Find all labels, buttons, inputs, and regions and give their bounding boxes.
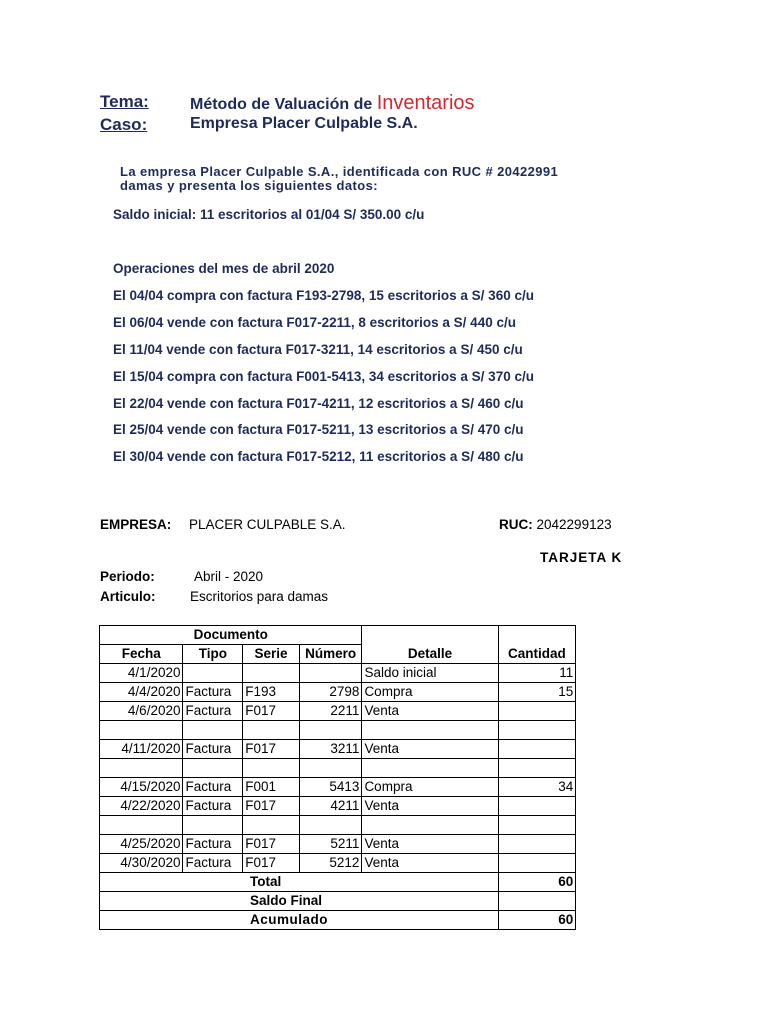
detalle-cell: Venta xyxy=(362,796,498,815)
tipo-cell: Factura xyxy=(183,682,243,701)
serie-cell: F017 xyxy=(243,796,299,815)
serie-cell: F017 xyxy=(243,739,299,758)
cantidad-cell xyxy=(498,815,576,834)
tipo-cell: Factura xyxy=(183,796,243,815)
serie-cell: F001 xyxy=(243,777,299,796)
articulo-row xyxy=(100,589,328,604)
saldo-final-row xyxy=(100,891,622,910)
fecha-cell xyxy=(100,758,183,777)
cantidad-cell xyxy=(498,720,576,739)
tipo-cell: Factura xyxy=(183,777,243,796)
table-row xyxy=(100,701,622,720)
articulo-value: Escritorios para damas xyxy=(190,589,329,604)
detalle-header: Detalle xyxy=(362,644,498,663)
fecha-cell: 4/4/2020 xyxy=(100,682,183,701)
numero-header: Número xyxy=(299,644,362,663)
ruc-label: RUC: xyxy=(499,517,533,532)
total-cantidad: 60 xyxy=(498,872,576,891)
cantidad-cell: 11 xyxy=(498,663,576,682)
detalle-header-top xyxy=(362,626,498,645)
table-row xyxy=(100,777,622,796)
operacion-line: El 11/04 vende con factura F017-3211, 14 escritorios a S/ 450 c/u xyxy=(113,342,523,357)
ruc-row xyxy=(499,517,612,532)
serie-cell xyxy=(243,720,299,739)
tema-label: Tema: xyxy=(100,92,149,111)
detalle-cell: Compra xyxy=(362,682,498,701)
fecha-cell: 4/25/2020 xyxy=(100,834,183,853)
empresa-row xyxy=(100,517,346,532)
tipo-cell xyxy=(183,758,243,777)
cantidad-header-top xyxy=(498,626,576,645)
tipo-cell xyxy=(183,720,243,739)
cantidad-cell xyxy=(498,834,576,853)
operacion-line: El 30/04 vende con factura F017-5212, 11 escritorios a S/ 480 c/u xyxy=(113,449,524,464)
serie-cell: F193 xyxy=(243,682,299,701)
operacion-line: El 15/04 compra con factura F001-5413, 34 escritorios a S/ 370 c/u xyxy=(113,369,534,384)
cantidad-cell xyxy=(498,853,576,872)
acumulado-cantidad: 60 xyxy=(498,910,576,929)
intro-line: damas y presenta los siguientes datos: xyxy=(120,178,378,193)
serie-cell: F017 xyxy=(243,834,299,853)
acumulado-label: Acumulado xyxy=(100,910,499,929)
numero-cell: 5211 xyxy=(299,834,362,853)
detalle-cell: Venta xyxy=(362,834,498,853)
saldo-inicial: Saldo inicial: 11 escritorios al 01/04 S/ 350.00 c/u xyxy=(113,207,425,222)
numero-cell xyxy=(299,720,362,739)
serie-header: Serie xyxy=(243,644,299,663)
documento-header: Documento xyxy=(100,626,362,645)
periodo-row xyxy=(100,569,263,584)
detalle-cell: Saldo inicial xyxy=(362,663,498,682)
fecha-header: Fecha xyxy=(100,644,183,663)
tipo-cell xyxy=(183,663,243,682)
operacion-line: El 04/04 compra con factura F193-2798, 15 escritorios a S/ 360 c/u xyxy=(113,288,534,303)
total-row xyxy=(100,872,622,891)
table-row xyxy=(100,834,622,853)
header-row-1 xyxy=(100,626,622,645)
table-row xyxy=(100,682,622,701)
numero-cell: 5212 xyxy=(299,853,362,872)
serie-cell xyxy=(243,815,299,834)
serie-cell xyxy=(243,758,299,777)
fecha-cell xyxy=(100,720,183,739)
periodo-value: Abril - 2020 xyxy=(194,569,264,584)
empresa-label: EMPRESA: xyxy=(100,517,172,532)
operacion-line: El 06/04 vende con factura F017-2211, 8 escritorios a S/ 440 c/u xyxy=(113,315,516,330)
periodo-label: Periodo: xyxy=(100,569,155,584)
total-label: Total xyxy=(100,872,499,891)
cantidad-header: Cantidad xyxy=(498,644,576,663)
saldo-final-label: Saldo Final xyxy=(100,891,499,910)
numero-cell xyxy=(299,815,362,834)
intro-paragraph xyxy=(120,165,558,193)
table-row xyxy=(100,663,622,682)
numero-cell: 2211 xyxy=(299,701,362,720)
acumulado-row xyxy=(100,910,622,929)
detalle-cell: Venta xyxy=(362,701,498,720)
numero-cell: 2798 xyxy=(299,682,362,701)
fecha-cell: 4/1/2020 xyxy=(100,663,183,682)
numero-cell xyxy=(299,758,362,777)
table-row xyxy=(100,739,622,758)
cantidad-cell xyxy=(498,739,576,758)
serie-cell: F017 xyxy=(243,853,299,872)
detalle-cell xyxy=(362,815,498,834)
fecha-cell: 4/15/2020 xyxy=(100,777,183,796)
operacion-line: El 25/04 vende con factura F017-5211, 13 escritorios a S/ 470 c/u xyxy=(113,422,524,437)
detalle-cell: Compra xyxy=(362,777,498,796)
intro-line: La empresa Placer Culpable S.A., identificada con RUC # 20422991 xyxy=(120,164,559,179)
numero-cell: 4211 xyxy=(299,796,362,815)
cantidad-cell xyxy=(498,796,576,815)
caso-text: Empresa Placer Culpable S.A. xyxy=(190,115,418,132)
tipo-cell: Factura xyxy=(183,739,243,758)
cantidad-cell: 34 xyxy=(498,777,576,796)
operacion-line: El 22/04 vende con factura F017-4211, 12 escritorios a S/ 460 c/u xyxy=(113,396,524,411)
table-row xyxy=(100,758,622,777)
fecha-cell: 4/22/2020 xyxy=(100,796,183,815)
numero-cell: 5413 xyxy=(299,777,362,796)
ruc-value: 2042299123 xyxy=(536,517,612,532)
table-row xyxy=(100,853,622,872)
numero-cell xyxy=(299,663,362,682)
cantidad-cell xyxy=(498,701,576,720)
detalle-cell xyxy=(362,720,498,739)
table-row xyxy=(100,815,622,834)
tipo-cell: Factura xyxy=(183,701,243,720)
header-row-2 xyxy=(100,644,622,663)
tema-accent: Inventarios xyxy=(376,92,475,114)
tarjeta-title: TARJETA K xyxy=(540,550,622,565)
detalle-cell: Venta xyxy=(362,739,498,758)
tipo-header: Tipo xyxy=(183,644,243,663)
detalle-cell: Venta xyxy=(362,853,498,872)
cantidad-cell: 15 xyxy=(498,682,576,701)
numero-cell: 3211 xyxy=(299,739,362,758)
detalle-cell xyxy=(362,758,498,777)
tipo-cell: Factura xyxy=(183,834,243,853)
tema-title xyxy=(190,92,475,115)
kardex-table xyxy=(99,625,622,930)
serie-cell xyxy=(243,663,299,682)
tipo-cell: Factura xyxy=(183,853,243,872)
fecha-cell: 4/30/2020 xyxy=(100,853,183,872)
fecha-cell: 4/11/2020 xyxy=(100,739,183,758)
table-row xyxy=(100,796,622,815)
cantidad-cell xyxy=(498,758,576,777)
fecha-cell: 4/6/2020 xyxy=(100,701,183,720)
saldo-final-cantidad xyxy=(498,891,576,910)
serie-cell: F017 xyxy=(243,701,299,720)
empresa-value: PLACER CULPABLE S.A. xyxy=(189,517,346,532)
tipo-cell xyxy=(183,815,243,834)
table-row xyxy=(100,720,622,739)
articulo-label: Articulo: xyxy=(100,589,156,604)
fecha-cell xyxy=(100,815,183,834)
tema-text: Método de Valuación de xyxy=(190,96,373,113)
operaciones-title: Operaciones del mes de abril 2020 xyxy=(113,261,335,276)
caso-label: Caso: xyxy=(100,115,148,134)
